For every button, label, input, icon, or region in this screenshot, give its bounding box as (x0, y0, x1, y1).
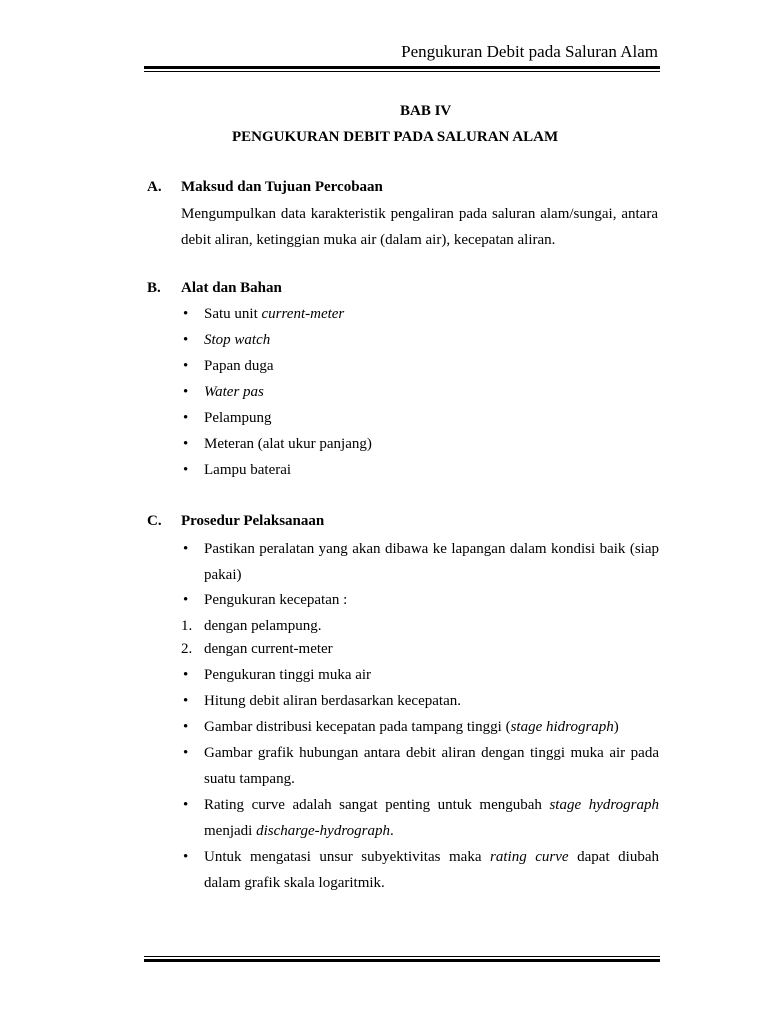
chapter-number: BAB IV (400, 103, 452, 119)
list-item: • Pelampung (181, 405, 659, 431)
section-c-letter: C. (147, 513, 162, 529)
list-item: • Pengukuran kecepatan : (181, 587, 659, 613)
section-a-letter: A. (147, 179, 162, 195)
bullet-icon: • (183, 849, 189, 865)
bullet-icon: • (183, 667, 189, 683)
bullet-icon: • (183, 358, 189, 374)
numbered-item: 2. dengan current-meter (181, 636, 659, 662)
header-rule (144, 66, 660, 72)
item-number: 2. (181, 641, 193, 657)
list-item: • Papan duga (181, 353, 659, 379)
running-header: Pengukuran Debit pada Saluran Alam (401, 42, 658, 61)
list-item: • Gambar distribusi kecepatan pada tampang tinggi (stage hidrograph) (181, 714, 659, 740)
list-item: • Meteran (alat ukur panjang) (181, 431, 659, 457)
list-item: • Gambar grafik hubungan antara debit aliran dengan tinggi muka air pada suatu tampang. (181, 740, 659, 792)
list-item: • Hitung debit aliran berdasarkan kecepatan. (181, 688, 659, 714)
section-c-heading: Prosedur Pelaksanaan (181, 513, 325, 529)
bullet-icon: • (183, 332, 189, 348)
bullet-icon: • (183, 384, 189, 400)
list-item: • Untuk mengatasi unsur subyektivitas maka rating curve dapat diubah dalam grafik skala logaritmik. (181, 844, 659, 896)
section-b-letter: B. (147, 280, 161, 296)
list-item: • Water pas (181, 379, 659, 405)
bullet-icon: • (183, 693, 189, 709)
section-b-heading: Alat dan Bahan (181, 280, 282, 296)
list-item: • Stop watch (181, 327, 659, 353)
list-item: • Satu unit current-meter (181, 301, 659, 327)
bullet-icon: • (183, 462, 189, 478)
bullet-icon: • (183, 719, 189, 735)
chapter-title: PENGUKURAN DEBIT PADA SALURAN ALAM (232, 129, 559, 145)
bullet-icon: • (183, 541, 189, 557)
list-item: • Lampu baterai (181, 457, 659, 483)
list-item: • Pengukuran tinggi muka air (181, 662, 659, 688)
bullet-icon: • (183, 745, 189, 761)
numbered-item: 1. dengan pelampung. (181, 613, 659, 639)
list-item: • Pastikan peralatan yang akan dibawa ke lapangan dalam kondisi baik (siap pakai) (181, 536, 659, 588)
section-a-body: Mengumpulkan data karakteristik pengaliran pada saluran alam/sungai, antara debit aliran, ketinggian muka air (dalam air), kecepatan aliran. (181, 206, 658, 248)
list-item: • Rating curve adalah sangat penting untuk mengubah stage hydrograph menjadi discharge-hydrograph. (181, 792, 659, 844)
section-a-heading: Maksud dan Tujuan Percobaan (181, 179, 383, 195)
bullet-icon: • (183, 436, 189, 452)
bullet-icon: • (183, 592, 189, 608)
item-number: 1. (181, 618, 193, 634)
footer-rule (144, 956, 660, 962)
bullet-icon: • (183, 797, 189, 813)
bullet-icon: • (183, 306, 189, 322)
bullet-icon: • (183, 410, 189, 426)
